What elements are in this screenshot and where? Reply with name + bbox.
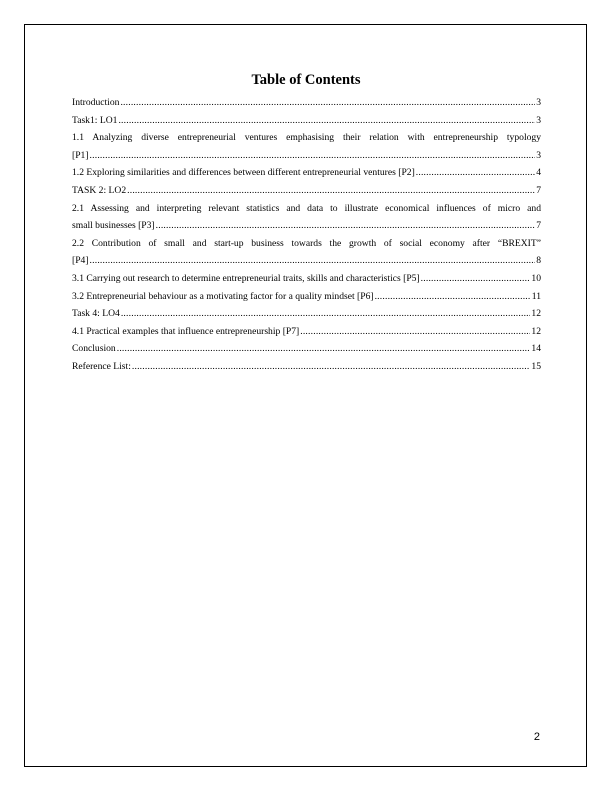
dot-leader	[156, 217, 536, 235]
toc-entry[interactable]	[72, 358, 541, 376]
toc-entry-page: 4	[536, 167, 541, 179]
toc-entry-text: Conclusion	[72, 343, 116, 355]
toc-entry-page: 7	[536, 184, 541, 196]
toc-entry-text: 1.2 Exploring similarities and differences between different entrepreneurial ventures [P2]	[72, 167, 415, 179]
toc-entry-text: small businesses [P3]	[72, 220, 155, 232]
dot-leader	[117, 340, 531, 358]
toc-entry-page: 10	[531, 272, 541, 284]
toc-entry-text: 1.1 Analyzing diverse entrepreneurial ventures emphasising their relation with entrepreneurship typology	[72, 132, 541, 144]
toc-entry-text: 2.1 Assessing and interpreting relevant statistics and data to illustrate economical influences of micro and	[72, 202, 541, 214]
toc-entry-text: 2.2 Contribution of small and start-up business towards the growth of social economy after “BREXIT”	[72, 237, 541, 249]
dot-leader	[121, 305, 531, 323]
table-of-contents	[72, 94, 541, 376]
toc-entry-page: 7	[536, 220, 541, 232]
toc-entry[interactable]	[72, 94, 541, 112]
toc-entry-text: [P4]	[72, 255, 89, 267]
toc-entry-text: Introduction	[72, 97, 120, 108]
toc-entry-text: 3.1 Carrying out research to determine entrepreneurial traits, skills and characteristics [P5]	[72, 272, 420, 284]
dot-leader	[127, 182, 535, 200]
toc-entry[interactable]	[72, 200, 541, 235]
dot-leader	[90, 252, 536, 270]
toc-entry[interactable]	[72, 182, 541, 200]
toc-entry[interactable]	[72, 270, 541, 288]
toc-entry-text: Reference List:	[72, 360, 131, 372]
toc-entry-page: 12	[531, 325, 541, 337]
page-number: 2	[533, 731, 540, 743]
toc-entry[interactable]	[72, 129, 541, 164]
dot-leader	[416, 164, 535, 182]
toc-entry-text: Task 4: LO4	[72, 308, 120, 320]
toc-entry-page: 12	[531, 308, 541, 320]
toc-entry-text: Task1: LO1	[72, 114, 118, 126]
toc-entry-text: 3.2 Entrepreneurial behaviour as a motivating factor for a quality mindset [P6]	[72, 290, 374, 302]
toc-entry[interactable]	[72, 112, 541, 130]
dot-leader	[118, 112, 535, 130]
toc-entry-page: 14	[531, 343, 541, 355]
toc-title: Table of Contents	[251, 72, 361, 88]
toc-entry-page: 3	[536, 114, 541, 126]
toc-entry[interactable]	[72, 235, 541, 270]
dot-leader	[120, 94, 535, 112]
dot-leader	[421, 270, 531, 288]
toc-entry-page: 3	[536, 149, 541, 161]
dot-leader	[132, 358, 531, 376]
dot-leader	[375, 288, 531, 306]
toc-entry[interactable]	[72, 305, 541, 323]
toc-entry-page: 8	[536, 255, 541, 267]
toc-entry-text: TASK 2: LO2	[72, 184, 127, 196]
toc-entry[interactable]	[72, 340, 541, 358]
toc-entry[interactable]	[72, 164, 541, 182]
toc-entry[interactable]	[72, 323, 541, 341]
dot-leader	[300, 323, 530, 341]
toc-entry-text: 4.1 Practical examples that influence entrepreneurship [P7]	[72, 325, 300, 337]
toc-entry-page: 15	[531, 360, 541, 372]
toc-entry[interactable]	[72, 288, 541, 306]
toc-entry-page: 3	[536, 97, 541, 108]
dot-leader	[90, 147, 536, 165]
toc-entry-text: [P1]	[72, 149, 89, 161]
toc-entry-page: 11	[531, 290, 541, 302]
